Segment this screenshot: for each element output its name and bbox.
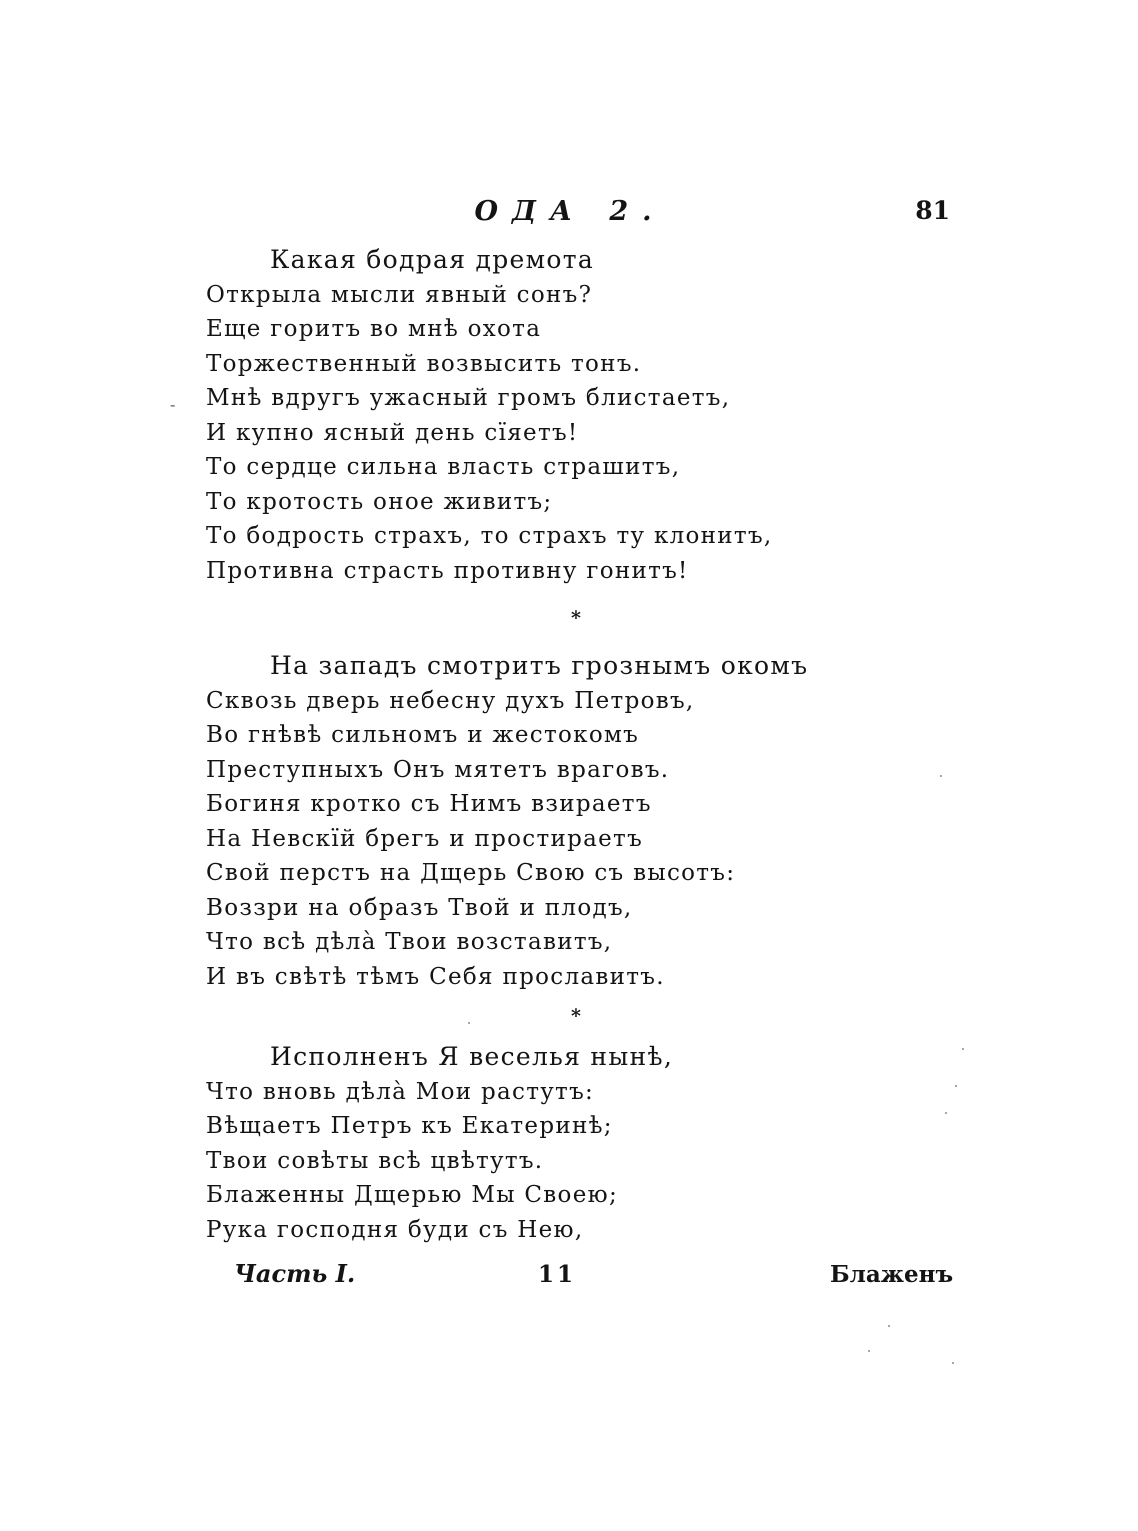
verse-line: Свой перстъ на Дщерь Свою съ высотъ: — [206, 860, 736, 886]
running-title: ОДА 2. — [474, 196, 666, 227]
verse-line: Еще горитъ во мнѣ охота — [206, 316, 542, 342]
verse-line: Вѣщаетъ Петръ къ Екатеринѣ; — [206, 1113, 613, 1139]
margin-mark: - — [170, 395, 176, 414]
verse-line: Воззри на образъ Твой и плодъ, — [206, 894, 633, 921]
verse-line: Какая бодрая дремота — [270, 245, 595, 274]
scan-speck — [468, 1022, 470, 1024]
verse-line: И купно ясный день сїяетъ! — [206, 419, 579, 446]
verse-line: На западъ смотритъ грознымъ окомъ — [270, 651, 809, 680]
scan-speck — [888, 1325, 890, 1327]
stanza-separator: * — [571, 1005, 581, 1027]
scan-speck — [868, 1350, 870, 1352]
stanza-3 — [206, 1040, 846, 1247]
scan-speck — [952, 1362, 954, 1364]
scan-speck — [945, 1112, 947, 1114]
verse-line: То сердце сильна власть страшитъ, — [206, 454, 681, 480]
scan-speck — [955, 1085, 957, 1087]
verse-line: То бодрость страхъ, то страхъ ту клонитъ, — [206, 523, 773, 549]
verse-line: И въ свѣтѣ тѣмъ Себя прославитъ. — [206, 963, 665, 990]
footer-catchword: Блаженъ — [830, 1261, 954, 1288]
verse-line: Богиня кротко съ Нимъ взираетъ — [206, 791, 652, 817]
footer-signature-mark: 11 — [538, 1261, 577, 1288]
scan-speck — [962, 1048, 964, 1050]
verse-line: Во гнѣвѣ сильномъ и жестокомъ — [206, 722, 640, 748]
verse-line: То кротость оное живитъ; — [206, 488, 553, 515]
verse-line: Сквозь дверь небесну духъ Петровъ, — [206, 687, 695, 714]
verse-line: Что всѣ дѣла̀ Твои возставитъ, — [206, 929, 613, 955]
stanza-1 — [206, 243, 846, 588]
verse-line: Торжественный возвысить тонъ. — [206, 350, 642, 377]
verse-line: Мнѣ вдругъ ужасный громъ блистаетъ, — [206, 385, 731, 411]
page-number: 81 — [915, 196, 950, 225]
stanza-separator: * — [571, 607, 581, 629]
verse-line: Блаженны Дщерью Мы Своею; — [206, 1182, 618, 1208]
footer-part-label: Часть I. — [234, 1259, 356, 1288]
verse-line: Рука господня буди съ Нею, — [206, 1216, 584, 1243]
verse-line: Исполненъ Я веселья нынѣ, — [270, 1042, 674, 1071]
scan-speck — [940, 775, 942, 777]
verse-line: Открыла мысли явный сонъ? — [206, 281, 593, 308]
verse-line: Что вновь дѣла̀ Мои растутъ: — [206, 1078, 595, 1105]
verse-line: На Невскїй брегъ и простираетъ — [206, 825, 644, 852]
verse-line: Противна страсть противну гонитъ! — [206, 557, 689, 584]
verse-line: Преступныхъ Онъ мятетъ враговъ. — [206, 756, 670, 783]
verse-line: Твои совѣты всѣ цвѣтутъ. — [206, 1147, 544, 1174]
stanza-2 — [206, 649, 846, 994]
